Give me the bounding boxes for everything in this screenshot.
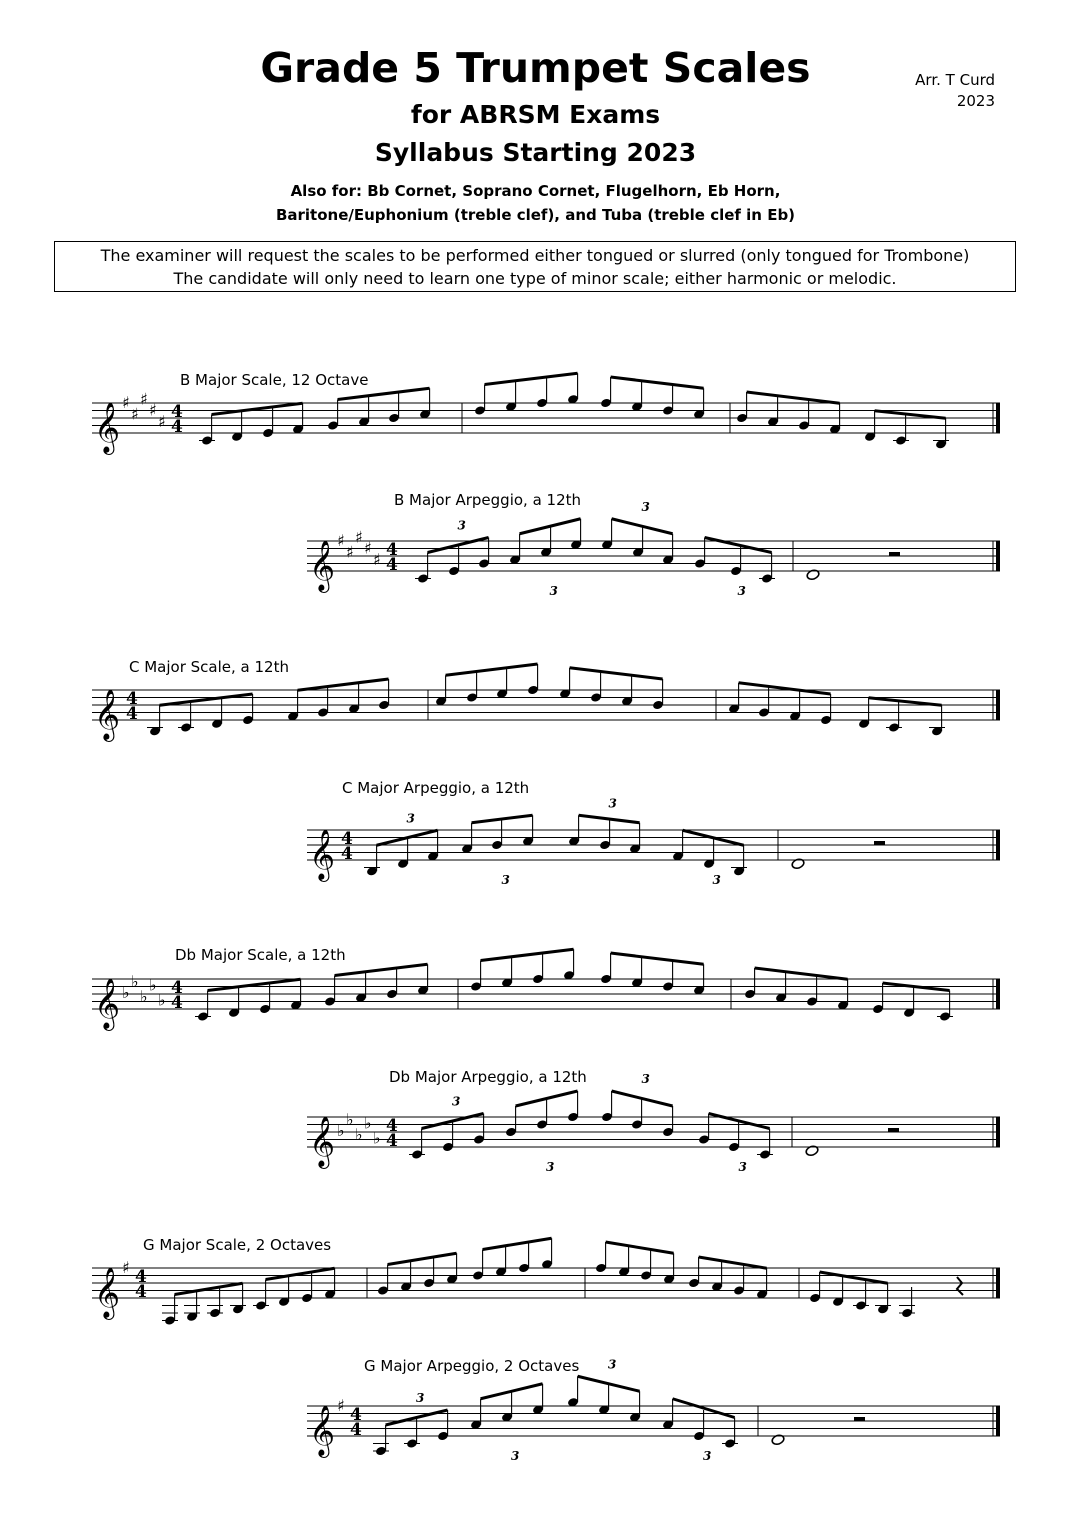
note-beam <box>212 403 303 414</box>
exercise-label: B Major Arpeggio, a 12th <box>394 491 582 509</box>
sharp-icon: ♯ <box>122 393 130 412</box>
note-beam <box>739 683 831 694</box>
note-beam <box>747 392 840 403</box>
note-beam <box>298 679 389 690</box>
note-beam <box>446 664 538 675</box>
tuplet-number: 3 <box>511 1449 520 1463</box>
exercise-label: B Major Scale, 12 Octave <box>180 371 369 389</box>
note-beam <box>611 377 704 388</box>
note-beam <box>335 964 428 975</box>
sharp-icon: ♯ <box>346 542 354 562</box>
flat-icon: ♭ <box>355 1124 363 1144</box>
instructions-line-2: The candidate will only need to learn one type of minor scale; either harmonic or melodic. <box>173 269 897 288</box>
tuplet-number: 3 <box>641 499 650 514</box>
note-beam <box>869 698 942 706</box>
flat-icon: ♭ <box>158 990 166 1010</box>
flat-icon: ♭ <box>149 975 157 995</box>
page-title: Grade 5 Trumpet Scales <box>260 44 811 92</box>
treble-clef-icon: 𝄞 <box>94 978 121 1029</box>
treble-clef-icon: 𝄞 <box>309 540 336 591</box>
time-signature-top: 4 <box>341 829 353 849</box>
tuplet-number: 3 <box>457 518 466 533</box>
tuplet-number: 3 <box>416 1391 425 1405</box>
tuplet-number: 3 <box>737 584 746 598</box>
note-beam <box>175 1283 243 1294</box>
exercise-label: G Major Scale, 2 Octaves <box>143 1236 332 1254</box>
tuplet-number: 3 <box>406 811 415 826</box>
flat-icon: ♭ <box>140 986 148 1006</box>
tuplet-number: 3 <box>452 1094 461 1109</box>
flat-icon: ♭ <box>131 971 139 991</box>
sharp-icon: ♯ <box>131 404 139 424</box>
half-rest-icon <box>888 1128 899 1132</box>
half-rest-icon <box>854 1417 865 1421</box>
flat-icon: ♭ <box>337 1121 345 1140</box>
tuplet-number: 3 <box>501 873 510 887</box>
note-beam <box>875 411 946 419</box>
exercise-label: Db Major Scale, a 12th <box>175 946 346 964</box>
tuplet-number: 3 <box>546 1160 555 1174</box>
exercise-label: G Major Arpeggio, 2 Octaves <box>364 1357 580 1375</box>
instructions-line-1: The examiner will request the scales to be performed either tongued or slurred (only tongued for Trombone) <box>100 246 970 265</box>
tuplet-number: 3 <box>608 796 617 811</box>
flat-icon: ♭ <box>364 1113 372 1133</box>
final-barline-thick <box>996 1268 1000 1298</box>
time-signature-bottom: 4 <box>135 1282 147 1302</box>
time-signature-top: 4 <box>386 540 398 560</box>
note-beam <box>611 953 704 964</box>
note-beam <box>160 694 253 705</box>
time-signature-top: 4 <box>386 1116 398 1136</box>
sharp-icon: ♯ <box>149 400 157 420</box>
treble-clef-icon: 𝄞 <box>94 1267 121 1318</box>
sharp-icon: ♯ <box>337 1396 345 1415</box>
time-signature-bottom: 4 <box>386 1131 398 1151</box>
time-signature-top: 4 <box>350 1405 362 1425</box>
time-signature-top: 4 <box>126 689 138 709</box>
note-beam <box>266 1268 335 1279</box>
time-signature-bottom: 4 <box>171 993 183 1013</box>
tuplet-number: 3 <box>549 584 558 598</box>
final-barline-thick <box>996 1406 1000 1436</box>
note-beam <box>483 1238 552 1249</box>
sharp-icon: ♯ <box>355 527 363 547</box>
time-signature-bottom: 4 <box>126 704 138 724</box>
tuplet-number: 3 <box>712 873 721 887</box>
sharp-icon: ♯ <box>337 531 345 550</box>
final-barline-thick <box>996 690 1000 720</box>
sharp-icon: ♯ <box>122 1258 130 1277</box>
final-barline-thick <box>996 1117 1000 1147</box>
treble-clef-icon: 𝄞 <box>309 829 336 880</box>
sharp-icon: ♯ <box>140 389 148 409</box>
treble-clef-icon: 𝄞 <box>94 402 121 453</box>
flat-icon: ♭ <box>122 983 130 1002</box>
time-signature-bottom: 4 <box>350 1420 362 1440</box>
exercise-label: Db Major Arpeggio, a 12th <box>389 1068 587 1086</box>
note-beam <box>705 538 772 553</box>
note-beam <box>570 668 663 679</box>
tuplet-number: 3 <box>703 1449 712 1463</box>
also-for-line-1: Also for: Bb Cornet, Soprano Cornet, Flugelhorn, Eb Horn, <box>290 182 781 200</box>
time-signature-top: 4 <box>135 1267 147 1287</box>
time-signature-bottom: 4 <box>171 417 183 437</box>
final-barline-thick <box>996 979 1000 1009</box>
quarter-rest-icon <box>957 1277 963 1295</box>
note-beam <box>606 1242 674 1253</box>
final-barline-thick <box>996 830 1000 860</box>
sharp-icon: ♯ <box>373 549 381 569</box>
tuplet-number: 3 <box>641 1072 650 1086</box>
note-beam <box>208 979 301 990</box>
flat-icon: ♭ <box>346 1109 354 1129</box>
treble-clef-icon: 𝄞 <box>309 1116 336 1167</box>
half-rest-icon <box>874 841 885 845</box>
time-signature-bottom: 4 <box>386 555 398 575</box>
treble-clef-icon: 𝄞 <box>94 689 121 740</box>
final-barline-thick <box>996 403 1000 433</box>
note-beam <box>485 373 578 384</box>
time-signature-top: 4 <box>171 978 183 998</box>
note-beam <box>755 968 848 979</box>
time-signature-top: 4 <box>171 402 183 422</box>
tuplet-number: 3 <box>738 1160 747 1174</box>
arranger-name: Arr. T Curd <box>915 71 995 89</box>
arrangement-year: 2023 <box>956 92 995 110</box>
note-beam <box>338 388 430 399</box>
half-rest-icon <box>889 552 900 556</box>
page-subtitle-syllabus: Syllabus Starting 2023 <box>374 138 697 167</box>
page-subtitle-exams: for ABRSM Exams <box>410 100 661 129</box>
flat-icon: ♭ <box>373 1128 381 1148</box>
sharp-icon: ♯ <box>158 411 166 431</box>
note-beam <box>388 1253 457 1264</box>
sharp-icon: ♯ <box>364 538 372 558</box>
exercise-label: C Major Scale, a 12th <box>129 658 289 676</box>
time-signature-bottom: 4 <box>341 844 353 864</box>
note-beam <box>699 1257 767 1268</box>
note-beam <box>481 949 574 960</box>
treble-clef-icon: 𝄞 <box>309 1405 336 1456</box>
final-barline-thick <box>996 541 1000 571</box>
tuplet-number: 3 <box>608 1357 617 1372</box>
also-for-line-2: Baritone/Euphonium (treble clef), and Tuba (treble clef in Eb) <box>275 206 796 224</box>
exercise-label: C Major Arpeggio, a 12th <box>342 779 530 797</box>
note-beam <box>820 1272 888 1283</box>
